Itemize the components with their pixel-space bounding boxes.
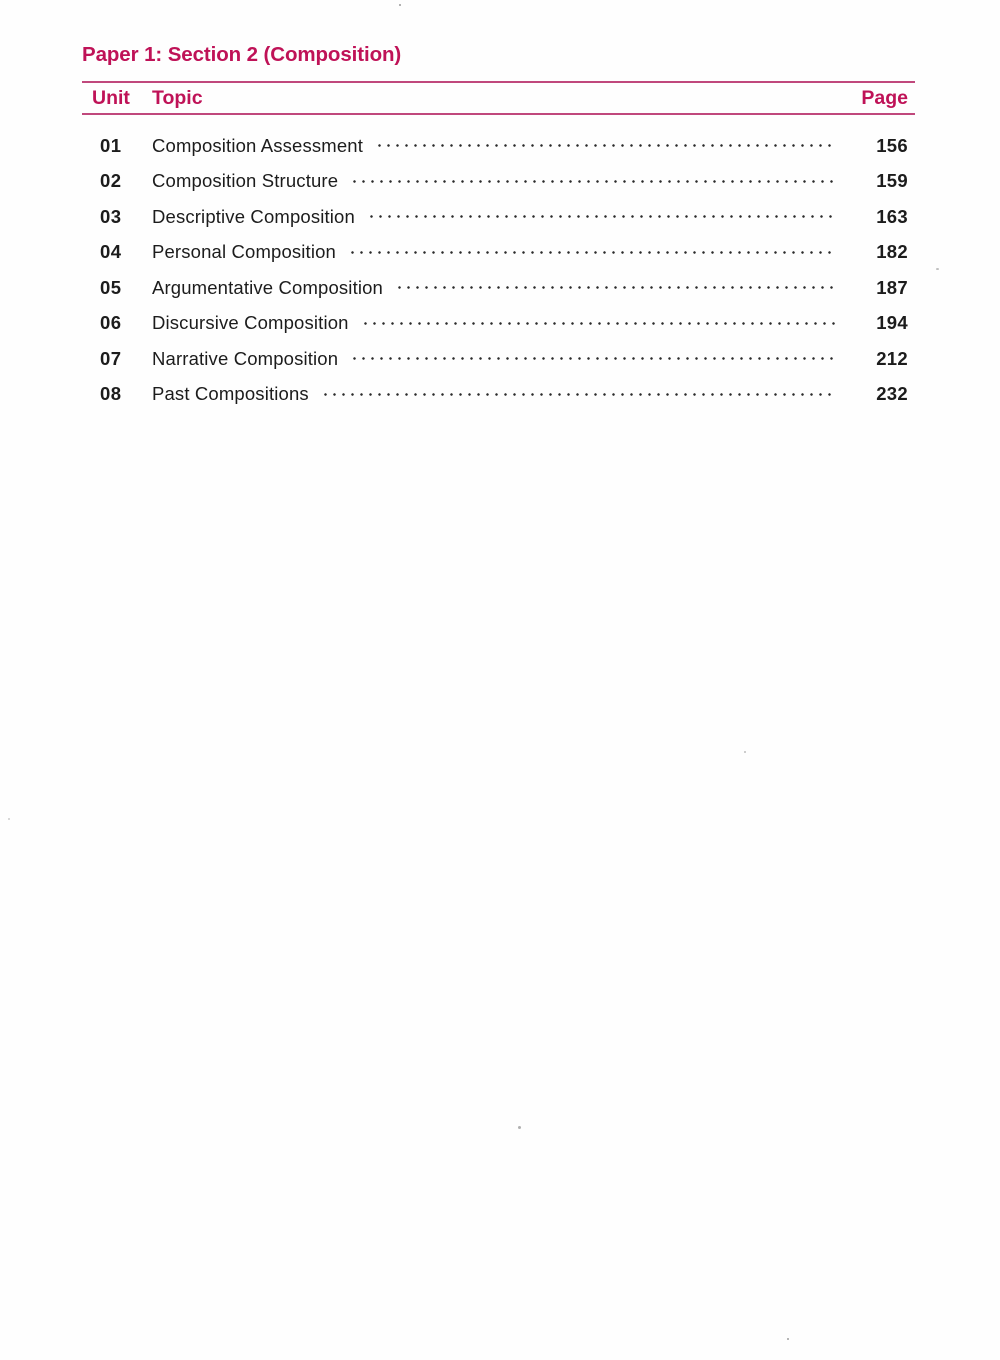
unit-number: 03 [100, 205, 122, 227]
page-number: 163 [876, 205, 908, 227]
column-header-topic: Topic [152, 86, 203, 109]
toc-row [82, 235, 915, 271]
dot-leader [345, 250, 837, 255]
unit-number: 04 [100, 241, 122, 263]
dot-leader [347, 356, 837, 361]
toc-row [82, 164, 915, 200]
toc-row [82, 341, 915, 377]
table-header-row [82, 83, 915, 113]
toc-row [82, 270, 915, 306]
scan-speck [787, 1338, 789, 1340]
scan-speck [744, 751, 746, 753]
page-number: 156 [876, 134, 908, 156]
page-number: 232 [876, 383, 908, 405]
scan-speck [8, 818, 10, 820]
column-header-page: Page [861, 86, 908, 109]
topic-label: Argumentative Composition [152, 276, 383, 298]
topic-label: Composition Structure [152, 170, 339, 192]
toc-row [82, 306, 915, 342]
unit-number: 08 [100, 383, 122, 405]
toc-rows [82, 128, 915, 412]
dot-leader [318, 392, 837, 397]
topic-label: Past Compositions [152, 383, 309, 405]
toc-row [82, 199, 915, 235]
header-rule-bottom [82, 113, 915, 115]
section-title: Paper 1: Section 2 (Composition) [82, 43, 402, 66]
dot-leader [358, 321, 837, 326]
column-header-unit: Unit [92, 86, 130, 109]
dot-leader [347, 179, 837, 184]
unit-number: 02 [100, 170, 122, 192]
scan-speck [936, 268, 939, 270]
toc-content [82, 0, 915, 412]
unit-number: 06 [100, 312, 122, 334]
page-number: 187 [876, 276, 908, 298]
dot-leader [364, 214, 837, 219]
page-number: 159 [876, 170, 908, 192]
topic-label: Composition Assessment [152, 134, 364, 156]
page-number: 212 [876, 347, 908, 369]
dot-leader [392, 285, 837, 290]
dot-leader [372, 143, 837, 148]
unit-number: 07 [100, 347, 122, 369]
topic-label: Personal Composition [152, 241, 336, 263]
topic-label: Narrative Composition [152, 347, 339, 369]
toc-row [82, 377, 915, 413]
topic-label: Discursive Composition [152, 312, 349, 334]
page-number: 194 [876, 312, 908, 334]
page-number: 182 [876, 241, 908, 263]
scan-speck [518, 1126, 521, 1129]
unit-number: 01 [100, 134, 122, 156]
topic-label: Descriptive Composition [152, 205, 355, 227]
unit-number: 05 [100, 276, 122, 298]
toc-row [82, 128, 915, 164]
